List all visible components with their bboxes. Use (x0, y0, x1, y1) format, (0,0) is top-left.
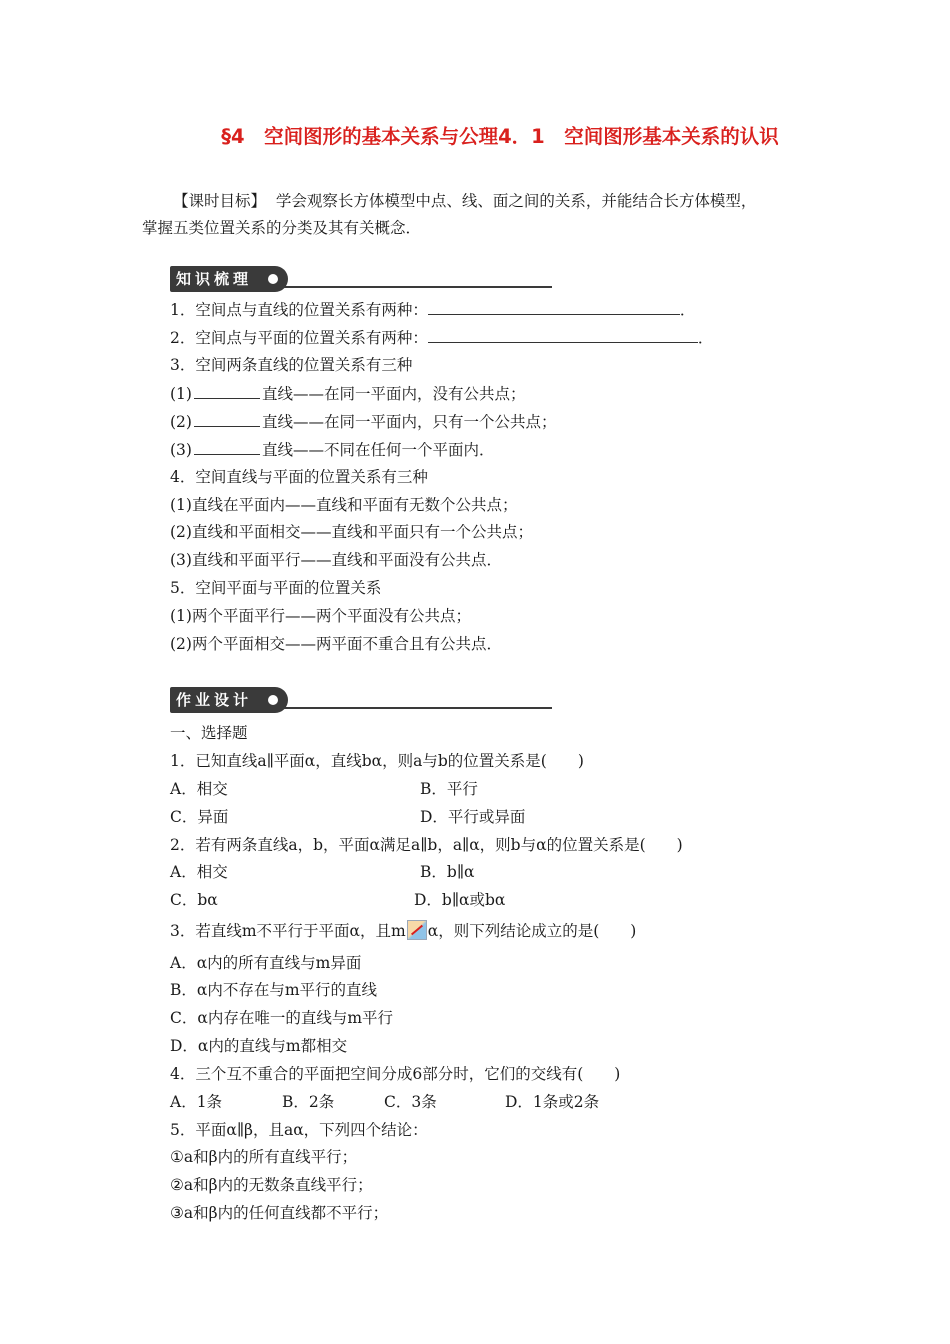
bullet-dot-icon (268, 695, 278, 705)
option-b[interactable]: B．α内不存在与m平行的直线 (170, 981, 378, 999)
knowledge-item: 3．空间两条直线的位置关系有三种 (170, 356, 413, 374)
answer-blank[interactable] (194, 382, 260, 399)
knowledge-item: (2)两个平面相交——两平面不重合且有公共点． (170, 635, 502, 653)
section-rule (284, 707, 552, 709)
answer-blank[interactable] (428, 326, 698, 343)
knowledge-item (170, 438, 494, 461)
item-text: 直线——在同一平面内，没有公共点； (261, 385, 526, 403)
item-end: ． (697, 329, 714, 347)
question-stem: 4．三个互不重合的平面把空间分成6部分时，它们的交线有( ) (170, 1065, 621, 1083)
answer-blank[interactable] (428, 298, 680, 315)
conclusion-item: ②a和β内的无数条直线平行； (170, 1176, 373, 1194)
item-end: ． (679, 301, 696, 319)
option-a[interactable]: A．相交 (170, 863, 228, 881)
option-b[interactable]: B．b∥α (420, 863, 475, 881)
knowledge-item: (3)直线和平面平行——直线和平面没有公共点． (170, 551, 502, 569)
section-tag: 知识梳理 (170, 266, 288, 292)
item-text: 1．空间点与直线的位置关系有两种： (170, 301, 428, 319)
option-c[interactable]: C．异面 (170, 808, 229, 826)
option-b[interactable]: B．2条 (282, 1093, 335, 1111)
item-num: (1) (170, 385, 192, 403)
option-d[interactable]: D．平行或异面 (420, 808, 526, 826)
option-d[interactable]: D．1条或2条 (505, 1093, 600, 1111)
question-stem: 2．若有两条直线a，b，平面α满足a∥b，a∥α，则b与α的位置关系是( ) (170, 836, 683, 854)
stem-text: 3．若直线m不平行于平面α，且m (170, 922, 406, 940)
option-a[interactable]: A．1条 (170, 1093, 223, 1111)
lesson-goal (142, 188, 812, 242)
section-rule (284, 286, 552, 288)
item-num: (2) (170, 413, 192, 431)
option-c[interactable]: C．bα (170, 891, 218, 909)
answer-blank[interactable] (194, 438, 260, 455)
knowledge-item: (1)两个平面平行——两个平面没有公共点； (170, 607, 471, 625)
option-d[interactable]: D．α内的直线与m都相交 (170, 1037, 348, 1055)
page-title: §4 空间图形的基本关系与公理4．1 空间图形基本关系的认识 (221, 125, 779, 148)
option-a[interactable]: A．α内的所有直线与m异面 (170, 954, 362, 972)
option-b[interactable]: B．平行 (420, 780, 478, 798)
stem-text: α，则下列结论成立的是( ) (427, 922, 637, 940)
knowledge-item (170, 382, 525, 405)
question-stem (170, 920, 636, 942)
item-text: 2．空间点与平面的位置关系有两种： (170, 329, 428, 347)
item-num: (3) (170, 441, 192, 459)
goal-text-1: 学会观察长方体模型中点、线、面之间的关系，并能结合长方体模型， (275, 192, 757, 210)
knowledge-item: (2)直线和平面相交——直线和平面只有一个公共点； (170, 523, 533, 541)
section-header-homework (170, 687, 552, 713)
goal-text-2: 掌握五类位置关系的分类及其有关概念． (142, 219, 422, 237)
knowledge-item: 4．空间直线与平面的位置关系有三种 (170, 468, 428, 486)
option-d[interactable]: D．b∥α或bα (414, 891, 506, 909)
question-stem: 5．平面α∥β，且aα，下列四个结论： (170, 1121, 428, 1139)
knowledge-item: (1)直线在平面内——直线和平面有无数个公共点； (170, 496, 518, 514)
item-text: 直线——不同在任何一个平面内． (261, 441, 495, 459)
section-tag: 作业设计 (170, 687, 288, 713)
option-a[interactable]: A．相交 (170, 780, 228, 798)
answer-blank[interactable] (194, 410, 260, 427)
knowledge-item (170, 410, 556, 433)
embedded-image-icon (407, 920, 427, 940)
item-text: 直线——在同一平面内，只有一个公共点； (261, 413, 557, 431)
goal-label: 【课时目标】 (173, 192, 267, 210)
knowledge-item: 5．空间平面与平面的位置关系 (170, 579, 382, 597)
bullet-dot-icon (268, 274, 278, 284)
knowledge-item (170, 298, 695, 321)
option-c[interactable]: C．3条 (384, 1093, 437, 1111)
conclusion-item: ①a和β内的所有直线平行； (170, 1148, 358, 1166)
conclusion-item: ③a和β内的任何直线都不平行； (170, 1204, 389, 1222)
goal-line-1 (142, 188, 812, 215)
knowledge-item (170, 326, 713, 349)
section-heading: 一、选择题 (170, 724, 248, 742)
option-c[interactable]: C．α内存在唯一的直线与m平行 (170, 1009, 394, 1027)
question-stem: 1．已知直线a∥平面α，直线bα，则a与b的位置关系是( ) (170, 752, 584, 770)
section-header-knowledge (170, 266, 552, 292)
